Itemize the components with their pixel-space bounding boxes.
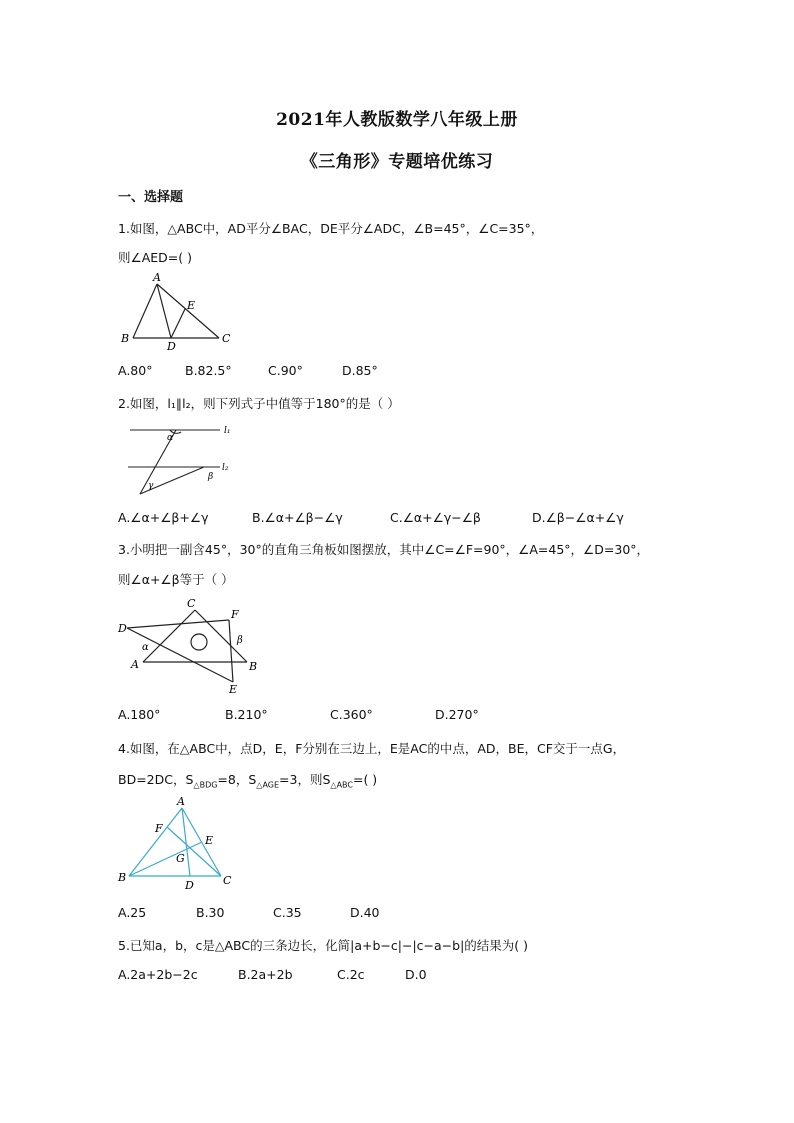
q1-option-d[interactable]: D.85° bbox=[342, 363, 378, 378]
q4-label-b: B bbox=[118, 871, 127, 884]
q3-label-b: B bbox=[249, 660, 258, 673]
q2-option-c[interactable]: C.∠α+∠γ−∠β bbox=[390, 510, 481, 525]
q5-text-line1: 5.已知a，b，c是△ABC的三条边长，化简|a+b−c|−|c−a−b|的结果为( ) bbox=[118, 938, 529, 953]
q1-text-line2: 则∠AED=( ) bbox=[118, 250, 192, 265]
q2-text-line1: 2.如图，l₁∥l₂，则下列式子中值等于180°的是（ ） bbox=[118, 396, 400, 411]
q1-label-b: B bbox=[121, 332, 130, 345]
q4-sub-abc: △ABC bbox=[330, 780, 353, 790]
q4-line2-post: =( ) bbox=[352, 772, 378, 787]
q2-option-a[interactable]: A.∠α+∠β+∠γ bbox=[118, 510, 209, 525]
q3-label-a: A bbox=[131, 658, 139, 671]
q3-label-d: D bbox=[118, 622, 127, 635]
q1-label-d: D bbox=[167, 340, 176, 353]
q3-option-c[interactable]: C.360° bbox=[330, 707, 373, 722]
q4-label-d: D bbox=[185, 879, 194, 892]
q4-option-d[interactable]: D.40 bbox=[350, 905, 380, 920]
q4-option-a[interactable]: A.25 bbox=[118, 905, 147, 920]
q1-option-b[interactable]: B.82.5° bbox=[185, 363, 232, 378]
q4-line2-mid1: =8，S bbox=[217, 772, 257, 787]
q1-option-a[interactable]: A.80° bbox=[118, 363, 153, 378]
document-title: 2021年人教版数学八年级上册 bbox=[276, 110, 518, 130]
q2-label-gamma: γ bbox=[148, 481, 154, 491]
q3-label-alpha: α bbox=[142, 642, 149, 653]
q4-sub-bdg: △BDG bbox=[193, 780, 218, 790]
q1-label-a: A bbox=[153, 271, 161, 284]
q3-figure bbox=[115, 598, 265, 696]
q1-figure bbox=[115, 272, 245, 352]
q4-sub-age: △AGE bbox=[256, 780, 280, 790]
q2-option-d[interactable]: D.∠β−∠α+∠γ bbox=[532, 510, 624, 525]
q2-label-l1: l₁ bbox=[224, 426, 231, 436]
q5-option-a[interactable]: A.2a+2b−2c bbox=[118, 967, 198, 982]
q4-figure bbox=[115, 796, 245, 896]
q2-option-b[interactable]: B.∠α+∠β−∠γ bbox=[252, 510, 343, 525]
section-heading: 一、选择题 bbox=[118, 190, 184, 205]
q4-line2-pre: BD=2DC，S bbox=[118, 772, 194, 787]
q5-option-c[interactable]: C.2c bbox=[337, 967, 365, 982]
q4-label-g: G bbox=[176, 852, 185, 865]
q2-label-alpha: α bbox=[167, 433, 174, 443]
q3-label-c: C bbox=[187, 597, 196, 610]
q1-label-e: E bbox=[187, 299, 196, 312]
q4-line2-mid2: =3，则S bbox=[279, 772, 331, 787]
q2-label-beta: β bbox=[208, 472, 214, 482]
q3-option-d[interactable]: D.270° bbox=[435, 707, 479, 722]
q5-option-b[interactable]: B.2a+2b bbox=[238, 967, 293, 982]
q1-label-c: C bbox=[222, 332, 231, 345]
q4-label-f: F bbox=[155, 822, 163, 835]
q4-label-a: A bbox=[177, 795, 185, 808]
q4-option-c[interactable]: C.35 bbox=[273, 905, 302, 920]
q4-label-c: C bbox=[223, 874, 232, 887]
q4-label-e: E bbox=[205, 834, 214, 847]
document-subtitle: 《三角形》专题培优练习 bbox=[300, 152, 494, 172]
q2-label-l2: l₂ bbox=[222, 463, 229, 473]
q3-option-b[interactable]: B.210° bbox=[225, 707, 268, 722]
q3-option-a[interactable]: A.180° bbox=[118, 707, 161, 722]
q5-option-d[interactable]: D.0 bbox=[405, 967, 427, 982]
q4-option-b[interactable]: B.30 bbox=[196, 905, 225, 920]
q3-label-f: F bbox=[231, 608, 239, 621]
q3-text-line1: 3.小明把一副含45°，30°的直角三角板如图摆放，其中∠C=∠F=90°，∠A=45°，∠D=30°， bbox=[118, 542, 650, 557]
q4-text-line2 bbox=[118, 770, 377, 790]
q1-text-line1: 1.如图，△ABC中，AD平分∠BAC，DE平分∠ADC，∠B=45°，∠C=35°， bbox=[118, 221, 544, 236]
q3-label-e: E bbox=[229, 683, 238, 696]
q3-label-beta: β bbox=[237, 635, 243, 646]
q2-figure bbox=[120, 420, 245, 498]
q1-option-c[interactable]: C.90° bbox=[268, 363, 303, 378]
q4-text-line1: 4.如图，在△ABC中，点D，E，F分别在三边上，E是AC的中点，AD，BE，CF交于一点G， bbox=[118, 741, 626, 756]
q3-text-line2: 则∠α+∠β等于（ ） bbox=[118, 572, 234, 587]
